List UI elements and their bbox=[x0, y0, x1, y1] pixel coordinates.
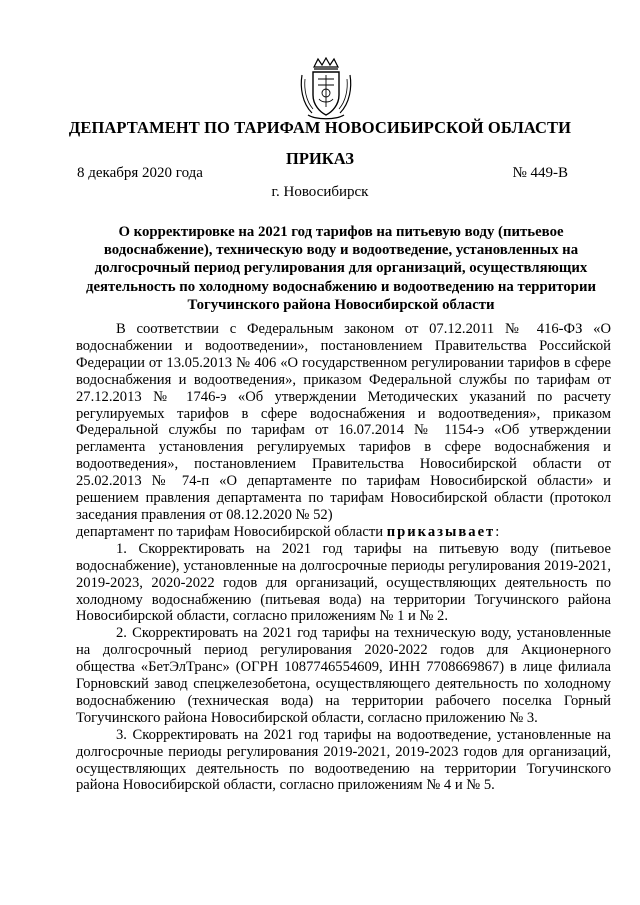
order-item-3: 3. Скорректировать на 2021 год тарифы на водоотведение, установленные на долгосрочные периоды регулирования 2019-2021, 2019-2023 годов для организаций, осуществляющих деятельность по водоотведению на территории Тогучинского района Новосибирской области, согласно приложениям № 4 и № 5. bbox=[76, 726, 611, 794]
decision-word: приказывает bbox=[386, 523, 496, 540]
department-name: ДЕПАРТАМЕНТ ПО ТАРИФАМ НОВОСИБИРСКОЙ ОБЛАСТИ bbox=[68, 118, 572, 137]
decision-colon: : bbox=[495, 523, 500, 540]
order-date: 8 декабря 2020 года bbox=[77, 165, 203, 181]
order-item-2: 2. Скорректировать на 2021 год тарифы на техническую воду, установленные на долгосрочный период регулирования 2020-2022 годов для Акционерного общества «БетЭлТранс» (ОГРН 1087746554609, ИНН 7708669867) в лице филиала Горновский завод спецжелезобетона, осуществляющего деятельность по холодному водоснабжению (техническая вода) на территории рабочего поселка Горный Тогучинского района Новосибирской области, согласно приложению № 3. bbox=[76, 625, 611, 726]
document-type: ПРИКАЗ bbox=[286, 149, 354, 168]
coat-of-arms-emblem bbox=[298, 57, 354, 121]
order-item-1: 1. Скорректировать на 2021 год тарифы на питьевую воду (питьевое водоснабжение), установленные на долгосрочные периоды регулирования 2019-2021, 2019-2023, 2020-2022 годов для организаций, осуществляющих деятельность по холодному водоснабжению (питьевая вода) на территории Тогучинского района Новосибирской области, согласно приложениям № 1 и № 2. bbox=[76, 540, 611, 625]
decision-lead: департамент по тарифам Новосибирской области bbox=[76, 523, 384, 540]
order-body bbox=[76, 321, 611, 794]
order-subject: О корректировке на 2021 год тарифов на питьевую воду (питьевое водоснабжение), техническую воду и водоотведение, установленных на долгосрочный период регулирования для организаций, осуществляющих деятельность по холодному водоснабжению и водоотведению на территории Тогучинского района Новосибирской области bbox=[85, 224, 597, 313]
preamble: В соответствии с Федеральным законом от 07.12.2011 № 416-ФЗ «О водоснабжении и водоотведении», постановлением Правительства Российской Федерации от 13.05.2013 № 406 «О государственном регулировании тарифов в сфере водоснабжения и водоотведения», приказом Федеральной службы по тарифам от 27.12.2013 № 1746-э «Об утверждении Методических указаний по расчету регулируемых тарифов в сфере водоснабжения и водоотведения», приказом Федеральной службы по тарифам от 16.07.2014 № 1154-э «Об утверждении регламента установления регулируемых тарифов в сфере водоснабжения и водоотведения», постановлением Правительства Новосибирской области от 25.02.2013 № 74-п «О департаменте по тарифам Новосибирской области» и решением правления департамента по тарифам Новосибирской области (протокол заседания правления от 08.12.2020 № 52) bbox=[76, 321, 611, 523]
city: г. Новосибирск bbox=[271, 184, 369, 200]
order-number: № 449-В bbox=[512, 165, 568, 181]
decision-line bbox=[76, 524, 611, 541]
